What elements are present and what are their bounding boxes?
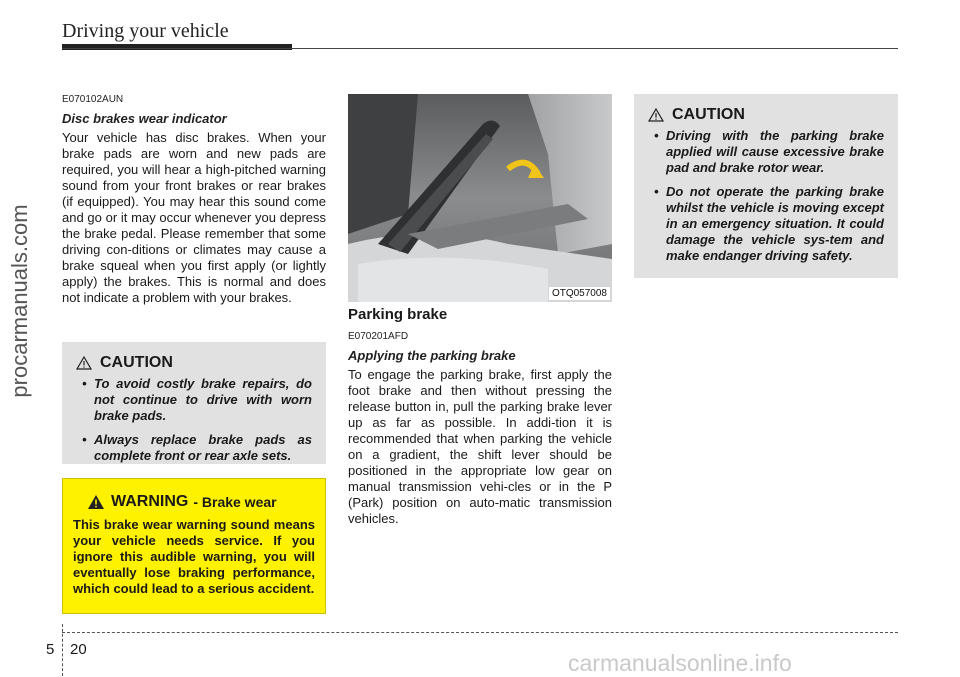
- warning-triangle-icon: [87, 494, 105, 510]
- parking-brake-illustration: [348, 94, 612, 302]
- section-title: Parking brake: [348, 306, 448, 323]
- warning-triangle-icon: [648, 108, 664, 122]
- warning-text: This brake wear warning sound means your vehicle needs service. If you ignore this audible warning, you will eventually lose braking performance, which could lead to a serious accident.: [73, 517, 315, 596]
- footer-watermark: carmanualsonline.info: [568, 650, 792, 676]
- subheading: Applying the parking brake: [348, 348, 516, 363]
- caution-item: • Driving with the parking brake applied will cause excessive brake pad and brake rotor wear.: [648, 128, 884, 176]
- body-paragraph: To engage the parking brake, first apply the foot brake and then without pressing the release button in, pull the parking brake lever up as far as possible. In addi-tion it is recommended that when parking the vehicle on a gradient, the shift lever should be positioned in the appropriate low gear on manual transmission vehi-cles or in the P (Park) position on auto-matic transmission vehicles.: [348, 367, 612, 526]
- footer-rule: [62, 632, 898, 633]
- figure-label: OTQ057008: [549, 287, 610, 300]
- warning-subtitle: - Brake wear: [193, 494, 277, 510]
- caution-title: CAUTION: [100, 354, 173, 371]
- body-paragraph: Your vehicle has disc brakes. When your brake pads are worn and new pads are required, you will hear a high-pitched warning sound from your front brakes or rear brakes (if equipped). You may hear this sound come and go or it may occur whenever you depress the brake pedal. Please remember that some driving con-ditions or climates may cause a brake squeal when you first apply (or lightly apply) the brakes. This is normal and does not indicate a problem with your brakes.: [62, 130, 326, 305]
- warning-title: WARNING: [111, 493, 189, 510]
- header-accent-bar: [62, 44, 292, 50]
- header-rule: [62, 48, 898, 49]
- caution-header: [648, 106, 884, 124]
- caution-box-right: [634, 94, 898, 278]
- warning-triangle-icon: [76, 356, 92, 370]
- page-header-title: Driving your vehicle: [62, 20, 229, 42]
- footer-divider: [62, 624, 63, 676]
- caution-item: • To avoid costly brake repairs, do not continue to drive with worn brake pads.: [76, 376, 312, 424]
- middle-column: [348, 306, 612, 527]
- side-watermark: procarmanuals.com: [7, 204, 32, 398]
- caution-item: • Do not operate the parking brake whilst the vehicle is moving except in an emergency situation. It could damage the vehicle sys-tem and make endanger driving safety.: [648, 184, 884, 264]
- caution-header: [76, 354, 312, 372]
- caution-title: CAUTION: [672, 106, 745, 123]
- caution-list: [648, 128, 884, 264]
- warning-box: [62, 478, 326, 614]
- page-number: 20: [70, 641, 87, 658]
- warning-header: [87, 493, 315, 511]
- section-code: E070102AUN: [62, 94, 124, 105]
- parking-brake-photo: [348, 94, 612, 302]
- caution-item: • Always replace brake pads as complete front or rear axle sets.: [76, 432, 312, 464]
- left-column: [62, 94, 326, 306]
- subheading: Disc brakes wear indicator: [62, 111, 227, 126]
- caution-list: [76, 376, 312, 464]
- section-code: E070201AFD: [348, 331, 409, 342]
- caution-box-left: [62, 342, 326, 464]
- section-number: 5: [46, 641, 55, 658]
